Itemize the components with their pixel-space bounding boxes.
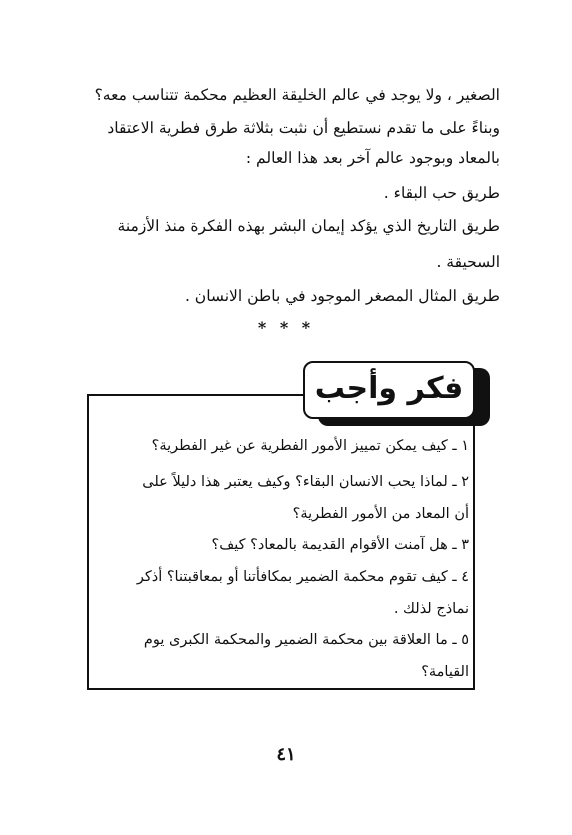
question-2-line-1: ٢ ـ لماذا يحب الانسان البقاء؟ وكيف يعتبر هذا دليلاً على xyxy=(142,474,469,490)
question-4-line-1: ٤ ـ كيف تقوم محكمة الضمير بمكافأتنا أو بمعاقبتنا؟ أذكر xyxy=(136,569,469,585)
question-5-line-1: ٥ ـ ما العلاقة بين محكمة الضمير والمحكمة الكبرى يوم xyxy=(143,632,469,648)
question-5-line-2: القيامة؟ xyxy=(421,664,469,680)
paragraph-line-6: السحيقة . xyxy=(436,253,500,271)
exercise-title: فكر وأجب xyxy=(303,361,475,419)
page-number: ٤١ xyxy=(276,744,296,765)
paragraph-line-3: بالمعاد وبوجود عالم آخر بعد هذا العالم : xyxy=(245,149,500,167)
question-2-line-2: أن المعاد من الأمور الفطرية؟ xyxy=(292,506,469,522)
paragraph-line-7: طريق المثال المصغر الموجود في باطن الانسان . xyxy=(184,287,500,305)
paragraph-line-5: طريق التاريخ الذي يؤكد إيمان البشر بهذه الفكرة منذ الأزمنة xyxy=(117,217,500,235)
paragraph-line-1: الصغير ، ولا يوجد في عالم الخليقة العظيم محكمة تتناسب معه؟ xyxy=(94,86,500,104)
question-1: ١ ـ كيف يمكن تمييز الأمور الفطرية عن غير الفطرية؟ xyxy=(151,438,469,454)
section-separator: * * * xyxy=(257,318,315,337)
paragraph-line-4: طريق حب البقاء . xyxy=(383,184,500,202)
question-4-line-2: نماذج لذلك . xyxy=(393,601,469,617)
question-3: ٣ ـ هل آمنت الأقوام القديمة بالمعاد؟ كيف؟ xyxy=(211,537,469,553)
paragraph-line-2: وبناءً على ما تقدم نستطيع أن نثبت بثلاثة طرق فطرية الاعتقاد xyxy=(107,119,500,137)
